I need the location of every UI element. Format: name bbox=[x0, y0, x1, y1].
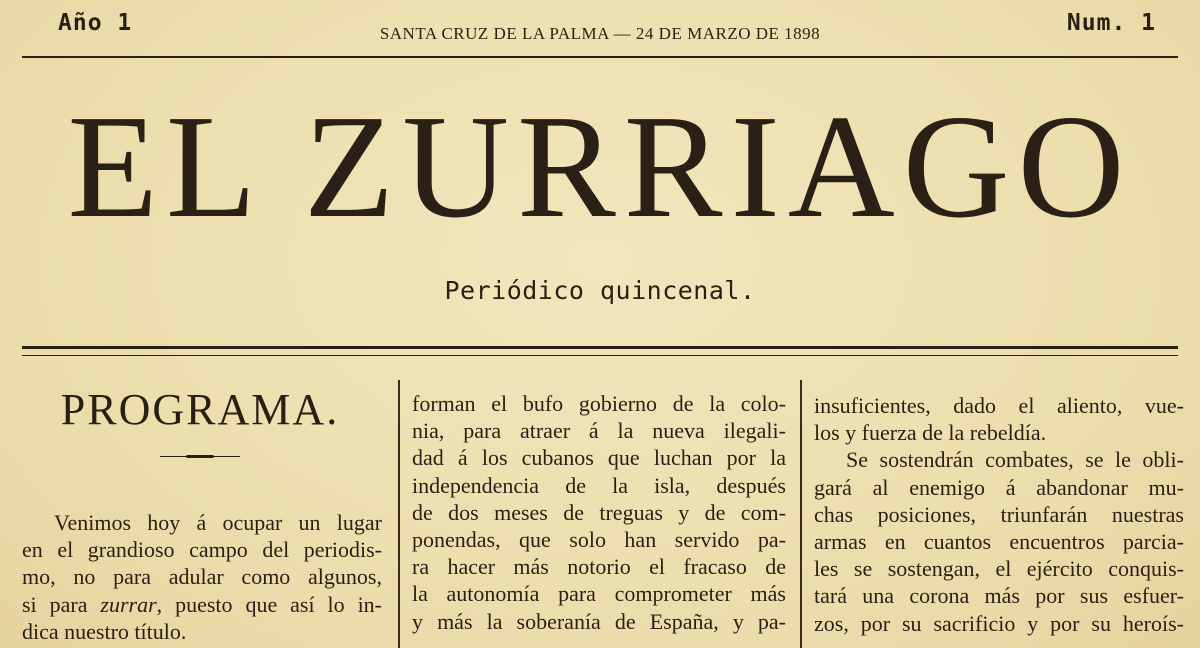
year-label: Año 1 bbox=[58, 10, 133, 36]
text-line: la autonomía para comprometer más bbox=[412, 581, 786, 607]
text-fragment: , puesto que así lo in- bbox=[156, 591, 383, 617]
column-3 bbox=[814, 392, 1184, 637]
text-line: forman el bufo gobierno de la colo- bbox=[412, 391, 786, 416]
text-line: Se sostendrán combates, se le obli- bbox=[846, 447, 1184, 473]
text-line: y más la soberanía de España, y pa- bbox=[412, 608, 786, 634]
issue-number: Num. 1 bbox=[1066, 10, 1156, 36]
text-line: Venimos hoy á ocupar un lugar bbox=[54, 510, 382, 535]
newspaper-subtitle: Periódico quincenal. bbox=[444, 276, 756, 305]
column-1 bbox=[22, 509, 382, 645]
column-2 bbox=[412, 390, 786, 635]
text-line: nia, para atraer á la nueva ilegali- bbox=[412, 418, 786, 444]
text-line: en el grandioso campo del periodis- bbox=[22, 537, 382, 563]
text-line: tará una corona más por sus esfuer- bbox=[814, 583, 1184, 609]
masthead-double-rule bbox=[22, 346, 1178, 356]
text-line: zos, por su sacrificio y por su heroís- bbox=[814, 610, 1184, 636]
top-rule bbox=[22, 56, 1178, 58]
place-date-line: SANTA CRUZ DE LA PALMA — 24 DE MARZO DE 1898 bbox=[379, 24, 821, 43]
column-divider-1 bbox=[398, 380, 400, 648]
column-divider-2 bbox=[800, 380, 802, 648]
text-line: dica nuestro título. bbox=[22, 618, 187, 644]
text-line: chas posiciones, triunfarán nuestras bbox=[814, 501, 1184, 527]
text-line: independencia de la isla, después bbox=[412, 472, 786, 498]
text-line bbox=[22, 591, 382, 618]
text-line: dad á los cubanos que luchan por la bbox=[412, 445, 786, 471]
italic-word: zurrar bbox=[100, 591, 157, 617]
text-line: armas en cuantos encuentros parcia- bbox=[814, 529, 1184, 555]
text-line: les se sostengan, el ejército conquis- bbox=[814, 556, 1184, 582]
text-line: ponendas, que solo han servido pa- bbox=[412, 527, 786, 553]
newspaper-title: EL ZURRIAGO bbox=[67, 85, 1133, 249]
text-line: mo, no para adular como algunos, bbox=[22, 564, 382, 590]
text-line: gará al enemigo á abandonar mu- bbox=[814, 474, 1184, 500]
text-line: los y fuerza de la rebeldía. bbox=[814, 420, 1047, 446]
article-heading: PROGRAMA. bbox=[60, 385, 340, 434]
text-fragment: si para bbox=[22, 591, 101, 617]
text-line: insuficientes, dado el aliento, vue- bbox=[814, 393, 1184, 418]
text-line: ra hacer más notorio el fracaso de bbox=[412, 554, 786, 580]
text-line: de dos meses de treguas y de com- bbox=[412, 499, 786, 525]
heading-ornament bbox=[160, 454, 240, 460]
